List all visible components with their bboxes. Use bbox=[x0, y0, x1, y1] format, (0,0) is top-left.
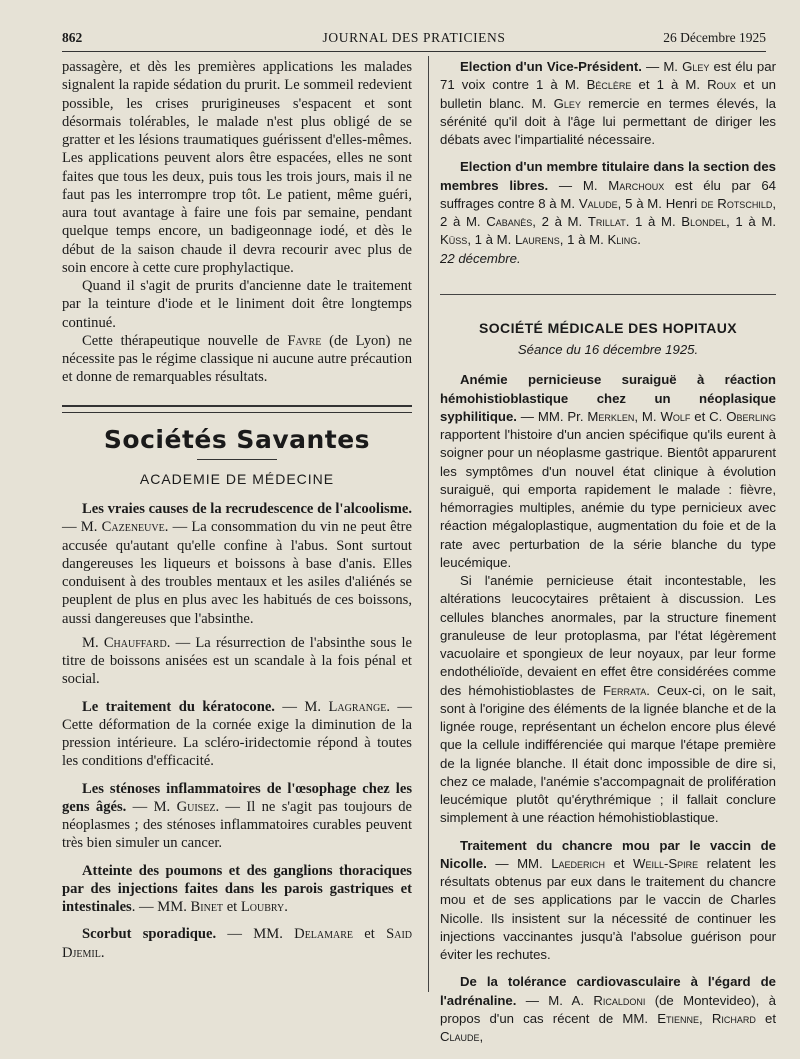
paragraph-intro: passagère, et dès les premières applications les malades signalent la rapide sédation du prurit. Le sommeil redevient possible, les crises prurigineuses s'espacent et sont désormais tolérables, le malade n'est plus obligé de se gratter et les lésions traumatiques guérissent d'elles-mêmes. Les applications peuvent alors être espacées, elles ne sont faites que tous les deux, puis tous les trois jours, mais il ne faut pas les interrompre trop tôt. Le patient, même guéri, aura tout avantage à faire une fois par semaine, pendant quelque temps encore, un badigeonnage iodé, et dès le début de la saison chaude il devra recourir avec plus de soin encore à cette cure prophylactique. bbox=[62, 59, 412, 276]
article-scorbut bbox=[62, 925, 412, 962]
author-name: Roux bbox=[707, 77, 737, 93]
article-anemie bbox=[440, 371, 776, 572]
short-rule bbox=[197, 459, 277, 460]
text: et 1 à M. bbox=[631, 77, 708, 93]
text: — M. bbox=[548, 177, 609, 193]
article-keratocone bbox=[62, 698, 412, 771]
issue-date: 26 Décembre 1925 bbox=[663, 30, 766, 45]
text: relatent les résultats obtenus par eux dans le traitement du chancre mou et de ses applications par le vaccin de Charles Nicolle. Ils insistent sur la nécessité de continuer les injections vaccinantes jusqu'à l'absolue guérison pour éviter les rechutes. bbox=[440, 855, 776, 962]
article-anemie-p2 bbox=[440, 572, 776, 828]
article-vice-president bbox=[440, 58, 776, 149]
article-chancre bbox=[440, 837, 776, 965]
text: , 1 à M. bbox=[467, 232, 515, 248]
author-name: de Rotschild bbox=[701, 195, 773, 211]
author-name: Marchoux bbox=[608, 177, 665, 193]
spacer bbox=[62, 916, 412, 925]
article-membre-titulaire bbox=[440, 158, 776, 249]
author-name: Laederich bbox=[551, 855, 606, 871]
text: . — MM. bbox=[131, 899, 191, 915]
paragraph-quand: Quand il s'agit de prurits d'ancienne date le traitement par la teinture d'iode et le liniment doit être longtemps continué. bbox=[62, 278, 412, 331]
text: — MM. bbox=[486, 855, 552, 871]
author-name: Richard bbox=[711, 1010, 756, 1026]
author-name: Wolf bbox=[660, 408, 691, 424]
journal-title: JOURNAL DES PRATICIENS bbox=[322, 30, 506, 45]
article-title: Le traitement du kératocone. bbox=[82, 698, 275, 715]
text: (de Lyon) ne nécessite pas le régime classique ni aucune autre précaution et donne de remarquables résultats. bbox=[62, 332, 412, 386]
text: . bbox=[284, 899, 288, 915]
text: — MM. bbox=[216, 926, 295, 943]
text: . bbox=[637, 232, 641, 248]
author-name: Said Djemil bbox=[62, 926, 412, 961]
author-name: Ricaldoni bbox=[593, 992, 646, 1008]
article-title: Election d'un membre titulaire dans la section des membres libres. bbox=[440, 159, 776, 193]
text: . — La résurrection de l'absinthe sous le titre de boissons anisées est un scandale à la fois pénal et social. bbox=[62, 634, 412, 688]
text: — M. A. bbox=[516, 992, 594, 1008]
text: est élu par 71 voix contre 1 à M. bbox=[440, 59, 776, 93]
text: est élu par 64 suffrages contre 8 à M. bbox=[440, 177, 777, 211]
author-name: Kling bbox=[607, 232, 638, 248]
text: — MM. Pr. bbox=[516, 408, 588, 424]
text: et bbox=[223, 899, 241, 915]
text: — M. bbox=[641, 59, 683, 74]
text: , M. bbox=[634, 408, 661, 424]
text: , 2 à M. bbox=[532, 214, 588, 229]
author-name: Béclère bbox=[586, 77, 632, 93]
text: et un bulletin blanc. M. bbox=[440, 77, 777, 111]
article-poumons bbox=[62, 862, 412, 917]
article-title: Scorbut sporadique. bbox=[82, 926, 217, 943]
author-name: Lagrange bbox=[328, 698, 387, 715]
author-name: Valude bbox=[578, 195, 618, 211]
text: M. bbox=[82, 634, 104, 651]
article-stenoses bbox=[62, 780, 412, 853]
text: et bbox=[353, 926, 387, 943]
text: . — Il ne s'agit pas toujours de néoplasmes ; des sténoses inflammatoires curables peuvent très bien simuler un cancer. bbox=[62, 798, 412, 852]
author-name: Trillat bbox=[587, 214, 626, 229]
text: et bbox=[755, 1010, 776, 1026]
author-name: Favre bbox=[287, 332, 322, 349]
author-name: Gley bbox=[682, 59, 710, 74]
spacer bbox=[62, 853, 412, 862]
text: , 2 à M. bbox=[440, 195, 776, 229]
author-name: Binet bbox=[190, 899, 224, 915]
text: . bbox=[100, 944, 105, 961]
spacer bbox=[440, 149, 776, 158]
article-alcoolisme bbox=[62, 500, 412, 628]
column-divider bbox=[428, 56, 429, 992]
seance-date: Séance du 16 décembre 1925. bbox=[517, 342, 699, 357]
section-separator bbox=[62, 405, 412, 413]
author-name: Etienne bbox=[657, 1010, 699, 1026]
text: — M. bbox=[274, 698, 329, 715]
author-name: Oberling bbox=[726, 408, 776, 424]
text: , 1 à M. bbox=[559, 232, 608, 248]
article-chauffard bbox=[62, 634, 412, 689]
author-name: Weill-Spire bbox=[633, 855, 699, 871]
academy-heading: ACADEMIE DE MÉDECINE bbox=[139, 470, 335, 487]
text: . — La consommation du vin ne peut être accusée qu'autant qu'elle confine à l'abus. Sont surtout dangereuses les liqueurs et boissons à base d'anis. Elles conduisent à des troubles mentaux et les asiles d'aliénés se peuplent de plus en plus avec les habitués de ces boissons, aussi dangereuses que l'absinthe. bbox=[62, 519, 413, 627]
spacer bbox=[440, 964, 776, 973]
article-adrenaline bbox=[440, 973, 776, 1046]
text: et C. bbox=[690, 408, 727, 424]
paragraph-cette bbox=[62, 332, 412, 387]
author-name: Loubry bbox=[240, 899, 285, 915]
spacer bbox=[440, 828, 776, 837]
left-column bbox=[62, 58, 412, 962]
author-name: Chauffard bbox=[103, 634, 167, 651]
text: . Ceux-ci, on le sait, sont à l'origine des éléments de la lignée blanche et de la lignée rouge, représentant un échelon encore plus élevé que la cellule indifférenciée qui marque l'étape première de la lignée blanche. Il était donc impossible de dire si, chez ce malade, l'anémie s'accompagnait de prolifération leucémique plutôt qu'érythrémique ; il fallait conclure simplement à une réaction hémohistioblastique. bbox=[440, 682, 776, 826]
text: remercie en termes élevés, la sérénité qu'il doit à l'âge lui permettant de diriger les débats avec l'impartialité nécessaire. bbox=[440, 95, 776, 147]
author-name: Cazeneuve bbox=[101, 519, 165, 536]
text: , 5 à M. Henri bbox=[617, 195, 702, 211]
article-title: Anémie pernicieuse suraiguë à réaction hémohistioblastique chez un néoplasique syphilitique. bbox=[440, 372, 776, 424]
author-name: Claude bbox=[440, 1029, 480, 1044]
text: , bbox=[479, 1029, 484, 1044]
session-date: 22 décembre. bbox=[440, 250, 521, 266]
article-title: Atteinte des poumons et des ganglions thoraciques par des injections faites dans les parois gastriques et intestinales bbox=[62, 862, 412, 915]
author-name: Laurens bbox=[514, 232, 560, 248]
author-name: Cabanès bbox=[486, 214, 533, 229]
header-rule bbox=[62, 51, 766, 52]
article-title: Les sténoses inflammatoires de l'œsophage chez les gens âgés. bbox=[62, 780, 412, 815]
author-name: Delamare bbox=[294, 926, 354, 943]
author-name: Gley bbox=[553, 95, 581, 111]
text: Si l'anémie pernicieuse était incontestable, les altérations leucocytaires prêtaient à discussion. Les cellules blanches anormales, par la structure finement granuleuse de leur protoplasma, par l'état légèrement vacuolaire et spongieux de leur noyaux, par leur forme endothélioïde, devaient en effet être considérées comme des hémohistioblastes de bbox=[440, 573, 776, 698]
text: , bbox=[699, 1010, 712, 1026]
author-name: Merklen bbox=[587, 408, 635, 424]
text: (de Montevideo), à propos d'un cas récent de MM. bbox=[440, 992, 776, 1026]
running-header bbox=[62, 30, 766, 50]
spacer bbox=[62, 771, 412, 780]
author-name: Ferrata bbox=[602, 682, 647, 698]
section-title: Sociétés Savantes bbox=[103, 424, 371, 454]
right-column bbox=[440, 58, 776, 1046]
article-title: De la tolérance cardiovasculaire à l'égard de l'adrénaline. bbox=[440, 974, 776, 1008]
text: . — Cette déformation de la cornée exige la diminution de la pression intérieure. La scléro-iridectomie répond à toutes les conditions d'efficacité. bbox=[62, 698, 412, 770]
text: . 1 à M. bbox=[625, 214, 682, 229]
page-number: 862 bbox=[62, 30, 83, 45]
article-title: Election d'un Vice-Président. bbox=[460, 59, 642, 74]
spacer bbox=[62, 689, 412, 698]
text: — M. bbox=[126, 798, 177, 815]
author-name: Küss bbox=[440, 232, 468, 248]
text: — M. bbox=[62, 519, 102, 536]
societe-heading: SOCIÉTÉ MÉDICALE DES HOPITAUX bbox=[479, 319, 737, 336]
article-title: Les vraies causes de la recrudescence de l'alcoolisme. bbox=[82, 501, 412, 517]
author-name: Guisez bbox=[176, 798, 216, 815]
author-name: Blondel bbox=[681, 214, 727, 229]
section-rule bbox=[440, 294, 776, 295]
text: et bbox=[605, 855, 634, 871]
text: rapportent l'histoire d'un ancien spécifique qu'ils eurent à soigner pour un néoplasme gastrique. Bientôt apparurent les symptômes d'un nouvel état clinique à évolution suraiguë, qui emporta rapidement le malade : fièvre, hémorragies multiples, anémie du type pernicieux avec réaction mégaloplastique, augmentation du foie et de la rate avec perturbation de la série blanche du type leucémique. bbox=[440, 427, 776, 570]
article-title: Traitement du chancre mou par le vaccin de Nicolle. bbox=[440, 837, 776, 871]
text: Cette thérapeutique nouvelle de bbox=[82, 332, 288, 349]
text: , 1 à M. bbox=[726, 214, 777, 229]
